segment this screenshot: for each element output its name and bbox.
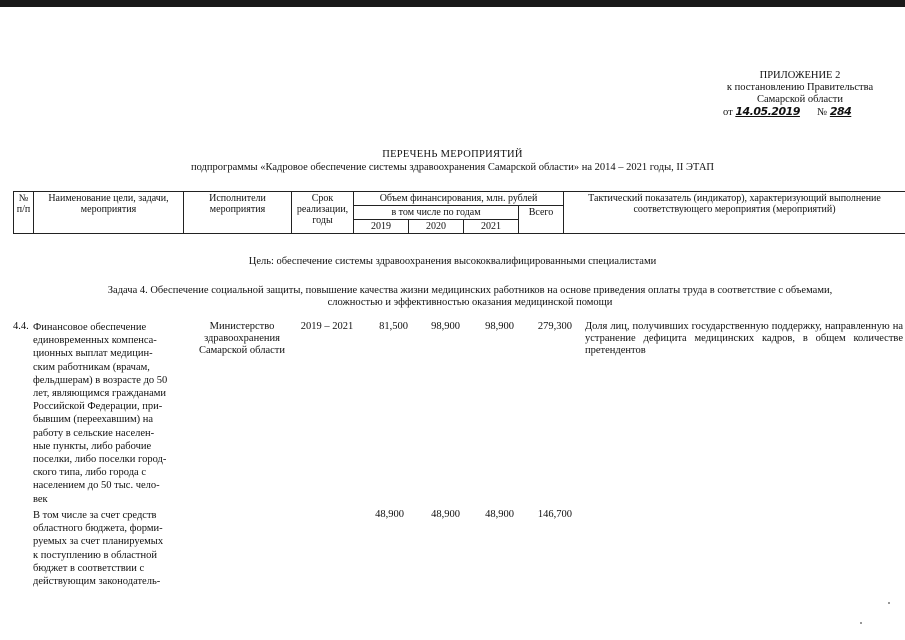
header-funding: Объем финансирования, млн. рублей bbox=[354, 192, 564, 206]
row1-line: Российской Федерации, при- bbox=[33, 401, 163, 413]
header-year-2019: 2019 bbox=[354, 220, 409, 234]
row1-line: поселки, либо поселки город- bbox=[33, 454, 167, 466]
appendix-date-line bbox=[720, 106, 880, 119]
title-line2: подпрограммы «Кадровое обеспечение системы здравоохранения Самарской области» на 2014 – 2021 годы, II ЭТАП bbox=[190, 162, 714, 173]
row1-line: лет, являющимся гражданами bbox=[33, 388, 166, 400]
row1-2020: 98,900 bbox=[431, 321, 460, 332]
table-header bbox=[13, 191, 905, 234]
goal-text: Цель: обеспечение системы здравоохранения высококвалифицированными специалистами bbox=[248, 256, 657, 267]
date-value: 14.05.2019 bbox=[735, 105, 800, 118]
row1-period: 2019 – 2021 bbox=[300, 321, 354, 332]
task-text: Задача 4. Обеспечение социальной защиты, повышение качества жизни медицинских работников на основе приведения оплаты труда в соответствие с объемами, сложностью и эффективностью оказания медицинской помощи bbox=[107, 285, 833, 308]
row2-line: руемых за счет планируемых bbox=[33, 536, 164, 548]
row1-num: 4.4. bbox=[13, 321, 29, 332]
row1-description bbox=[33, 321, 183, 506]
header-name: Наименование цели, задачи, мероприятия bbox=[34, 192, 184, 234]
number-prefix: № bbox=[817, 107, 828, 118]
row1-line: ные пункты, либо рабочие bbox=[33, 440, 152, 452]
row1-line: ционных выплат медицин- bbox=[33, 348, 153, 360]
row2-description bbox=[33, 509, 183, 588]
row2-line: к поступлению в областной bbox=[33, 549, 157, 561]
row2-total: 146,700 bbox=[537, 509, 572, 520]
row1-line: работу в сельские населен- bbox=[33, 427, 155, 439]
row1-line: населением до 50 тыс. чело- bbox=[33, 480, 160, 492]
row1-indicator: Доля лиц, получивших государственную поддержку, направленную на устранение дефицита медицинских кадров, в общем количестве претендентов bbox=[585, 321, 903, 356]
header-num: № п/п bbox=[14, 192, 34, 234]
row2-2020: 48,900 bbox=[431, 509, 460, 520]
number-value: 284 bbox=[829, 105, 852, 118]
row2-line: В том числе за счет средств bbox=[33, 510, 157, 521]
appendix-title: ПРИЛОЖЕНИЕ 2 bbox=[759, 70, 841, 81]
row2-line: областного бюджета, форми- bbox=[33, 523, 163, 535]
appendix-line3: Самарской области bbox=[757, 94, 843, 105]
header-executors: Исполнители мероприятия bbox=[184, 192, 292, 234]
row1-line: ским работникам (врачам, bbox=[33, 361, 150, 373]
top-border bbox=[0, 0, 905, 7]
title-line1: ПЕРЕЧЕНЬ МЕРОПРИЯТИЙ bbox=[382, 149, 523, 160]
row2-2021: 48,900 bbox=[485, 509, 514, 520]
header-period: Срок реализации, годы bbox=[292, 192, 354, 234]
header-total: Всего bbox=[519, 206, 564, 234]
appendix-block bbox=[720, 70, 880, 119]
scan-speck bbox=[888, 602, 890, 604]
header-year-2021: 2021 bbox=[464, 220, 519, 234]
date-prefix: от bbox=[723, 107, 733, 118]
row1-line: век bbox=[33, 493, 48, 505]
header-year-2020: 2020 bbox=[409, 220, 464, 234]
row2-2019: 48,900 bbox=[375, 509, 404, 520]
header-indicator: Тактический показатель (индикатор), характеризующий выполнение соответствующего мероприятия (мероприятий) bbox=[564, 192, 905, 234]
row1-line: бывшим (переехавшим) на bbox=[33, 414, 154, 426]
row1-2019: 81,500 bbox=[379, 321, 408, 332]
header-by-years: в том числе по годам bbox=[354, 206, 519, 220]
row1-total: 279,300 bbox=[537, 321, 572, 332]
row2-line: действующим законодатель- bbox=[33, 576, 161, 588]
scan-speck bbox=[860, 622, 862, 624]
appendix-line2: к постановлению Правительства bbox=[726, 82, 874, 93]
row1-line: Финансовое обеспечение bbox=[33, 322, 147, 333]
document-title bbox=[0, 148, 905, 174]
row1-executor: Министерство здравоохранения Самарской области bbox=[199, 321, 285, 356]
row1-2021: 98,900 bbox=[485, 321, 514, 332]
row1-line: фельдшерам) в возрасте до 50 bbox=[33, 374, 168, 386]
row1-line: ского типа, либо города с bbox=[33, 467, 146, 479]
row1-line: единовременных компенса- bbox=[33, 335, 157, 347]
row2-line: бюджет в соответствии с bbox=[33, 562, 145, 574]
